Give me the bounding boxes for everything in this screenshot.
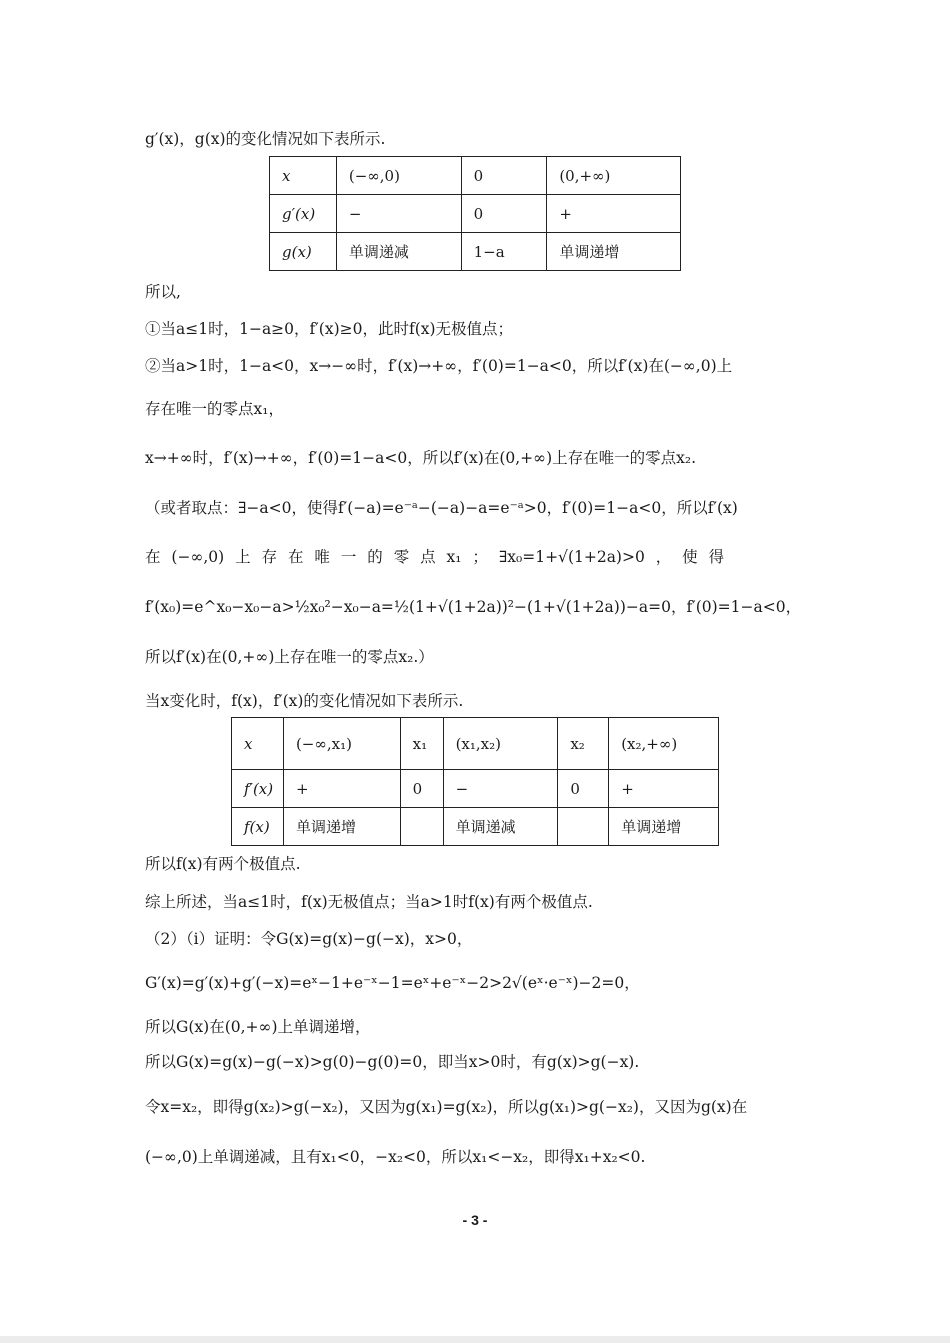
table-cell: [558, 808, 609, 846]
table-cell: [400, 808, 443, 846]
page-bottom-edge: [0, 1336, 950, 1343]
table-cell: x₁: [400, 718, 443, 770]
text-line: （或者取点：∃−a<0，使得f′(−a)=e⁻ᵃ−(−a)−a=e⁻ᵃ>0，f′(0)=1−a<0，所以f′(x): [145, 499, 738, 517]
table-cell: 1−a: [461, 233, 547, 271]
table-row: [270, 233, 681, 271]
table-cell: −: [336, 195, 461, 233]
text-line: (−∞,0)上单调递减，且有x₁<0，−x₂<0，所以x₁<−x₂，即得x₁+x₂<0.: [145, 1148, 646, 1166]
table-cell: (−∞,x₁): [283, 718, 400, 770]
text-line: 所以f′(x)在(0,+∞)上存在唯一的零点x₂.）: [145, 648, 434, 666]
table-g-variation: [269, 156, 681, 271]
table-cell: x₂: [558, 718, 609, 770]
table-cell: (0,+∞): [547, 157, 681, 195]
table-cell: 单调递减: [336, 233, 461, 271]
table-row: [270, 157, 681, 195]
text-line: g′(x)，g(x)的变化情况如下表所示.: [145, 130, 386, 148]
table-cell: g′(x): [270, 195, 337, 233]
table-cell: +: [609, 770, 719, 808]
table-row: [232, 718, 719, 770]
table-row: [270, 195, 681, 233]
text-line: ②当a>1时，1−a<0，x→−∞时，f′(x)→+∞，f′(0)=1−a<0，所以f′(x)在(−∞,0)上: [145, 357, 733, 375]
table-cell: 0: [558, 770, 609, 808]
text-line: 所以f(x)有两个极值点.: [145, 855, 301, 873]
table-cell: f′(x): [232, 770, 284, 808]
text-line: 当x变化时，f(x)，f′(x)的变化情况如下表所示.: [145, 692, 464, 710]
text-line: 所以,: [145, 283, 181, 301]
table-cell: 0: [400, 770, 443, 808]
table-row: [232, 808, 719, 846]
table-row: [232, 770, 719, 808]
table-cell: f(x): [232, 808, 284, 846]
text-line: 令x=x₂，即得g(x₂)>g(−x₂)，又因为g(x₁)=g(x₂)，所以g(x₁)>g(−x₂)，又因为g(x)在: [145, 1098, 748, 1116]
page-number: - 3 -: [462, 1212, 488, 1228]
table-cell: (x₂,+∞): [609, 718, 719, 770]
text-line: G′(x)=g′(x)+g′(−x)=eˣ−1+e⁻ˣ−1=eˣ+e⁻ˣ−2>2√(eˣ·e⁻ˣ)−2=0，: [145, 974, 640, 992]
table-cell: 单调递增: [547, 233, 681, 271]
text-line: f′(x₀)=e^x₀−x₀−a>½x₀²−x₀−a=½(1+√(1+2a))²−(1+√(1+2a))−a=0，f′(0)=1−a<0，: [145, 598, 802, 616]
table-cell: 单调递增: [283, 808, 400, 846]
table-cell: x: [270, 157, 337, 195]
table-cell: 0: [461, 195, 547, 233]
table-cell: −: [443, 770, 558, 808]
text-line: 存在唯一的零点x₁，: [145, 400, 284, 418]
text-line: 所以G(x)在(0,+∞)上单调递增，: [145, 1018, 371, 1036]
table-cell: 单调递增: [609, 808, 719, 846]
table-f-variation: [231, 717, 719, 846]
table-cell: 0: [461, 157, 547, 195]
text-line: （2）（i）证明：令G(x)=g(x)−g(−x)，x>0，: [145, 930, 473, 948]
text-line: ①当a≤1时，1−a≥0，f′(x)≥0，此时f(x)无极值点；: [145, 320, 514, 338]
table-cell: (−∞,0): [336, 157, 461, 195]
text-line: 所以G(x)=g(x)−g(−x)>g(0)−g(0)=0，即当x>0时，有g(x)>g(−x).: [145, 1053, 640, 1071]
table-cell: g(x): [270, 233, 337, 271]
table-cell: +: [283, 770, 400, 808]
table-cell: x: [232, 718, 284, 770]
table-cell: +: [547, 195, 681, 233]
text-line: 综上所述，当a≤1时，f(x)无极值点；当a>1时f(x)有两个极值点.: [145, 893, 593, 911]
table-cell: 单调递减: [443, 808, 558, 846]
text-line: 在 (−∞,0) 上 存 在 唯 一 的 零 点 x₁ ； ∃x₀=1+√(1+2a)>0 ， 使 得: [145, 548, 725, 566]
table-cell: (x₁,x₂): [443, 718, 558, 770]
text-line: x→+∞时，f′(x)→+∞，f′(0)=1−a<0，所以f′(x)在(0,+∞)上存在唯一的零点x₂.: [145, 449, 697, 467]
